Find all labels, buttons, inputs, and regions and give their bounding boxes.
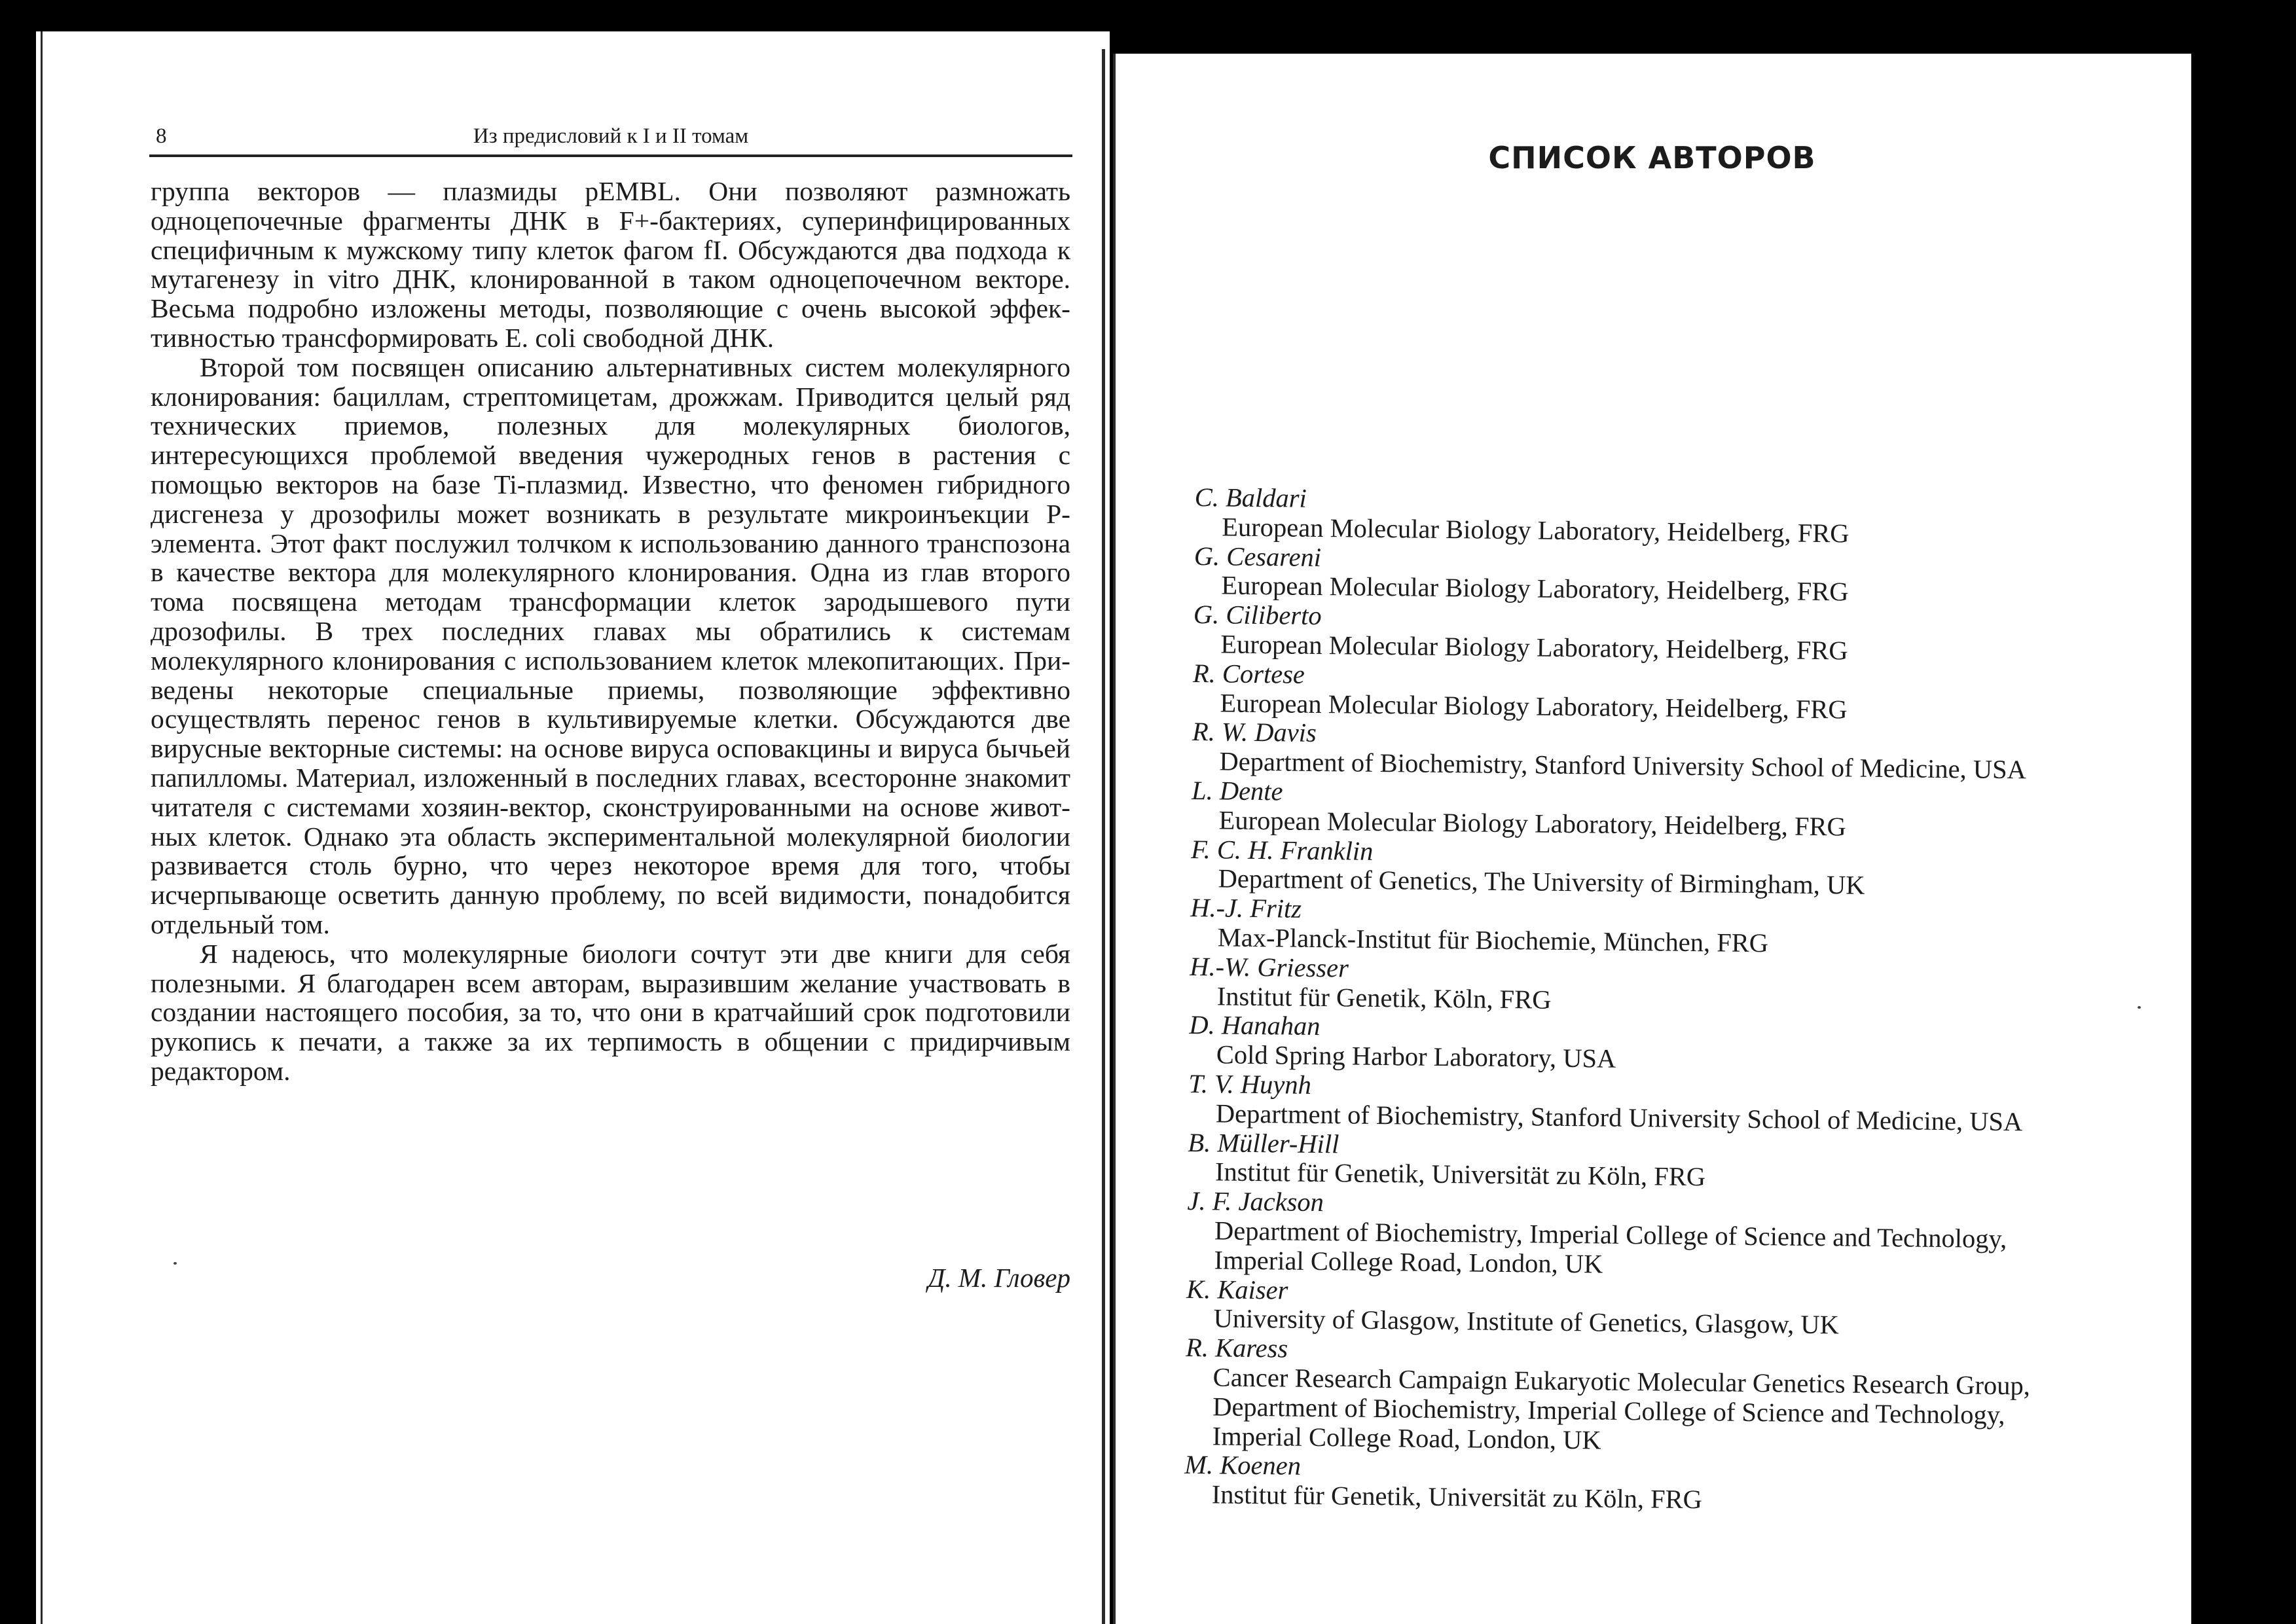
author-name: C. Baldari: [1194, 482, 1307, 513]
right-page: [1113, 54, 2191, 1624]
author-affiliation: Institut für Genetik, Universität zu Köln, FRG: [1211, 1479, 1703, 1515]
author-entry: [1194, 542, 2091, 610]
author-affiliation: Department of Genetics, The University of Birmingham, UK: [1218, 863, 1865, 901]
author-name: D. Hanahan: [1189, 1010, 1321, 1041]
author-name: B. Müller-Hill: [1188, 1127, 1339, 1159]
author-entry: [1188, 1070, 2086, 1138]
gutter-line: [1102, 49, 1105, 1624]
author-affiliation: Cold Spring Harbor Laboratory, USA: [1216, 1039, 1616, 1074]
author-list: [1184, 483, 2092, 1519]
running-header: [149, 115, 1072, 157]
author-entry: [1191, 776, 2088, 844]
gutter-line: [1113, 54, 1116, 1624]
author-entry: [1192, 659, 2090, 727]
author-name: R. Cortese: [1192, 658, 1305, 689]
author-name: M. Koenen: [1184, 1450, 1302, 1481]
author-name: G. Cesareni: [1194, 541, 1322, 572]
author-affiliation: Department of Biochemistry, Imperial College of Science and Technology, Imperial College Road, London, UK: [1214, 1216, 2007, 1279]
author-entry: [1189, 1011, 2086, 1079]
paragraph: Второй том посвящен описанию альтернативных систем молекулярного клонирования: бациллам, стрептомицетам, дрожжам. Приводится целый ряд технических приемов, полезных для молекулярных биологов, интересующихся проблемой введения чужеродных генов в растения с помощью векторов на базе Ti-плазмид. Известно, что феномен гибридного дисгенеза у дрозофилы может возникать в результате микроинъекции P-элемента. Этот факт послужил толчком к использованию данного транспозона в качестве вектора для молекулярного клонирования. Одна из глав второго тома посвящена методам трансформации клеток зародышевого пути дрозофилы. В трех последних главах мы обратились к системам молекулярного клонирования с использованием клеток млекопитающих. Приведены некоторые специальные приемы, позволяющие эффективно осуществлять перенос генов в культивируемые клетки. Обсуждаются две вирусные векторные системы: на основе вируса осповакцины и вируса бычьей папилломы. Материал, изложенный в последних главах, всесторонне знакомит читателя с системами хозяин-вектор, сконструированными на основе животных клеток. Однако эта область экспериментальной молекулярной биологии развивается столь бурно, что через некоторое время для того, чтобы исчерпывающе осветить данную проблему, по всей видимости, понадобится отдельный том.: [151, 352, 1070, 939]
author-name: F. C. H. Franklin: [1190, 834, 1374, 866]
author-affiliation: Department of Biochemistry, Stanford University School of Medicine, USA: [1219, 746, 2027, 785]
author-name: L. Dente: [1191, 775, 1283, 806]
author-name: H.-J. Fritz: [1190, 893, 1302, 924]
author-affiliation: European Molecular Biology Laboratory, Heidelberg, FRG: [1221, 570, 1849, 607]
paragraph: группа векторов — плазмиды pEMBL. Они позволяют размножать одноцепочечные фрагменты ДНК в F+-бактериях, суперинфицированных специфичным к мужскому типу клеток фагом fI. Обсуждаются два подхода к мутагенезу in vitro ДНК, клонированной в таком одноцепочечном векторе. Весьма подробно изложены методы, позволяющие с очень высокой эффективностью трансформировать E. coli свободной ДНК.: [151, 176, 1070, 353]
author-name: J. F. Jackson: [1187, 1186, 1324, 1218]
page-number: 8: [156, 124, 167, 148]
author-entry: [1193, 600, 2090, 668]
scan-speck: [2138, 1006, 2141, 1009]
author-name: T. V. Huynh: [1188, 1068, 1312, 1100]
author-name: R. Karess: [1185, 1333, 1288, 1363]
author-affiliation: Department of Biochemistry, Stanford University School of Medicine, USA: [1215, 1098, 2023, 1137]
paragraph: Я надеюсь, что молекулярные биологи сочтут эти две книги для себя полезными. Я благодарен всем авторам, выразившим желание участвовать в создании настоящего пособия, за то, что они в кратчайший срок подготовили рукопись к печати, а также за их терпимость в общении с придирчивым редактором.: [151, 938, 1070, 1086]
author-entry: [1190, 952, 2087, 1020]
author-name: G. Ciliberto: [1193, 600, 1322, 631]
preface-text: [151, 177, 1070, 1086]
author-affiliation: European Molecular Biology Laboratory, Heidelberg, FRG: [1218, 805, 1847, 842]
left-page: [36, 31, 1110, 1624]
author-affiliation: Institut für Genetik, Universität zu Köln, FRG: [1214, 1157, 1706, 1192]
author-name: H.-W. Griesser: [1190, 951, 1349, 983]
page-edge: [41, 31, 43, 1624]
author-affiliation: European Molecular Biology Laboratory, Heidelberg, FRG: [1220, 629, 1848, 666]
author-affiliation: University of Glasgow, Institute of Genetics, Glasgow, UK: [1213, 1303, 1840, 1340]
author-affiliation: Institut für Genetik, Köln, FRG: [1216, 981, 1552, 1015]
author-entry: [1190, 893, 2087, 962]
author-name: K. Kaiser: [1186, 1274, 1288, 1305]
scan-speck: [173, 1262, 177, 1265]
author-entry: [1186, 1274, 2083, 1343]
author-affiliation: Max-Planck-Institut für Biochemie, München, FRG: [1217, 922, 1769, 958]
author-affiliation: European Molecular Biology Laboratory, Heidelberg, FRG: [1222, 512, 1850, 549]
author-entry: [1192, 717, 2089, 785]
signature: Д. М. Гловер: [928, 1263, 1070, 1293]
running-head-title: Из предисловий к I и II томам: [473, 124, 749, 148]
author-entry: [1185, 1333, 2083, 1460]
author-entry: [1188, 1128, 2085, 1196]
author-affiliation: European Molecular Biology Laboratory, Heidelberg, FRG: [1220, 688, 1848, 725]
author-entry: [1186, 1187, 2084, 1284]
author-name: R. W. Davis: [1192, 717, 1317, 748]
author-entry: [1190, 835, 2088, 903]
page-title: СПИСОК АВТОРОВ: [1488, 140, 1816, 175]
author-affiliation: Cancer Research Campaign Eukaryotic Molecular Genetics Research Group, Department of Biochemistry, Imperial College of Science and Technology, Imperial College Road, London, UK: [1212, 1362, 2031, 1455]
author-entry: [1184, 1451, 2082, 1519]
author-entry: [1194, 483, 2092, 551]
